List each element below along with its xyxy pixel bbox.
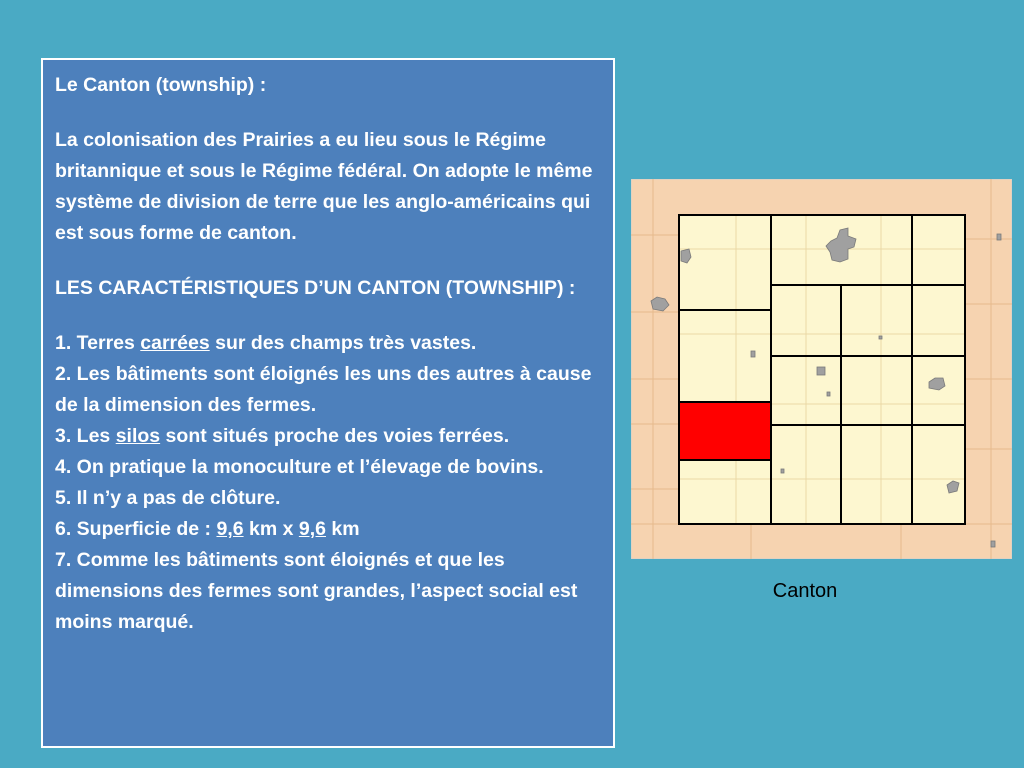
list-item-7: 7. Comme les bâtiments sont éloignés et que les dimensions des fermes sont grandes, l’aspect social est moins marqué. (55, 549, 578, 633)
list-item-2: 2. Les bâtiments sont éloignés les uns des autres à cause de la dimension des fermes. (55, 363, 592, 416)
list-item-3: 3. Les silos sont situés proche des voies ferrées. (55, 425, 510, 447)
underlined-number: 9,6 (216, 518, 244, 540)
hamlet-4 (781, 469, 784, 473)
underlined-number: 9,6 (298, 518, 326, 540)
subheading: LES CARACTÉRISTIQUES D’UN CANTON (TOWNSHIP) : (55, 277, 576, 299)
hamlet-1 (817, 367, 825, 375)
underlined-term: carrées (140, 332, 210, 354)
map-caption: Canton (772, 580, 838, 602)
hamlet-2 (751, 351, 755, 357)
list-item-4: 4. On pratique la monoculture et l’élevage de bovins. (55, 456, 544, 478)
hamlet-3 (879, 336, 882, 339)
underlined-term: silos (115, 425, 161, 447)
township-map (631, 179, 1012, 559)
list-item-5: 5. Il n’y a pas de clôture. (55, 487, 281, 509)
hamlet-7 (991, 541, 995, 547)
list-item-6: 6. Superficie de : 9,6 km x 9,6 km (55, 518, 360, 540)
text-box (41, 58, 615, 748)
hamlet-6 (997, 234, 1001, 240)
intro-paragraph: La colonisation des Prairies a eu lieu sous le Régime britannique et sous le Régime fédéral. On adopte le même système de division de terre que les anglo-américains qui est sous forme de canton. (55, 129, 593, 244)
highlighted-section (679, 402, 771, 460)
list-item-1: 1. Terres carrées sur des champs très vastes. (55, 332, 477, 354)
hamlet-5 (827, 392, 830, 396)
heading: Le Canton (township) : (55, 74, 267, 96)
